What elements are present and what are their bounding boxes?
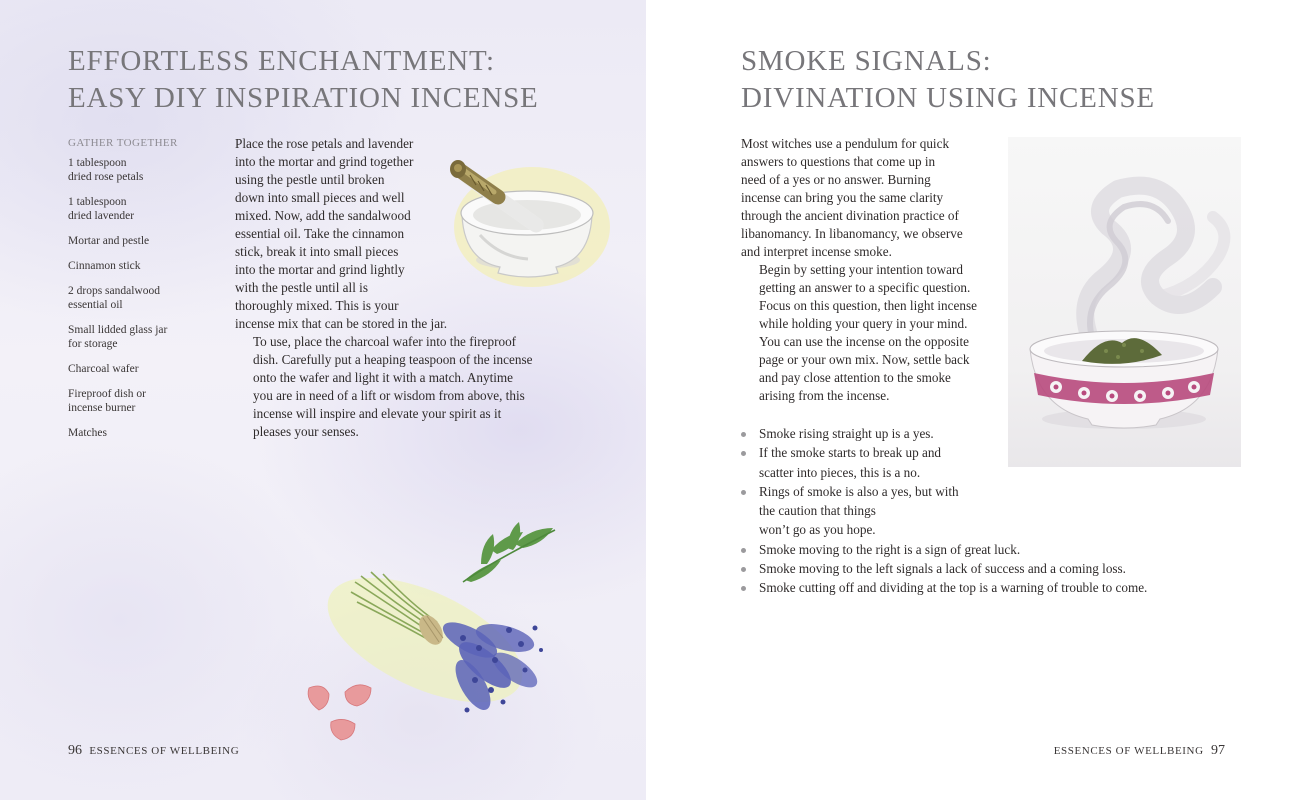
ingredient-item xyxy=(68,362,218,376)
text-line: arising from the incense. xyxy=(759,388,890,403)
text-line: onto the wafer and light it with a match. Anytime xyxy=(253,370,514,385)
text-line: and interpret incense smoke. xyxy=(741,244,892,259)
paragraph xyxy=(741,135,1001,261)
text-line: Cinnamon stick xyxy=(68,260,141,272)
text-line: into the mortar and grind together xyxy=(235,154,414,169)
smoke-sign-item xyxy=(741,443,1147,482)
left-title-line-1: EFFORTLESS ENCHANTMENT: xyxy=(68,45,495,77)
right-page-number: 97 xyxy=(1211,743,1225,758)
incense-bowl-smoke-illustration xyxy=(1008,137,1241,467)
text-line: pleases your senses. xyxy=(253,424,359,439)
text-line: Focus on this question, then light incense xyxy=(759,298,977,313)
text-line: Rings of smoke is also a yes, but with xyxy=(759,483,959,499)
text-line: 1 tablespoon xyxy=(68,157,127,169)
text-line: Charcoal wafer xyxy=(68,363,139,375)
text-line: Most witches use a pendulum for quick xyxy=(741,136,950,151)
text-line: through the ancient divination practice of xyxy=(741,208,959,223)
text-line: dish. Carefully put a heaping teaspoon of the incense xyxy=(253,352,533,367)
left-page-number: 96 xyxy=(68,743,82,758)
text-line: stick, break it into small pieces xyxy=(235,244,399,259)
text-line: page or your own mix. Now, settle back xyxy=(759,352,970,367)
ingredient-item xyxy=(68,234,218,248)
right-running-head: ESSENCES OF WELLBEING xyxy=(1053,745,1204,757)
text-line: Small lidded glass jar xyxy=(68,324,168,336)
text-line: 1 tablespoon xyxy=(68,196,127,208)
smoke-sign-item xyxy=(741,559,1147,578)
text-line: the caution that things xyxy=(759,503,876,519)
left-title-line-2: EASY DIY INSPIRATION INCENSE xyxy=(68,82,539,114)
ingredient-item xyxy=(68,323,218,351)
text-line: Mortar and pestle xyxy=(68,235,150,247)
left-running-head: ESSENCES OF WELLBEING xyxy=(89,745,240,757)
smoke-sign-item xyxy=(741,540,1147,559)
text-line: Fireproof dish or xyxy=(68,388,146,400)
ingredient-item xyxy=(68,195,218,223)
text-line: for storage xyxy=(68,338,118,350)
ingredient-item xyxy=(68,259,218,273)
text-line: 2 drops sandalwood xyxy=(68,285,160,297)
right-title-line-1: SMOKE SIGNALS: xyxy=(741,45,992,77)
left-folio xyxy=(68,743,239,759)
text-line: mixed. Now, add the sandalwood xyxy=(235,208,411,223)
text-line: Smoke rising straight up is a yes. xyxy=(759,426,934,441)
smoke-sign-item xyxy=(741,578,1147,597)
ingredient-item xyxy=(68,387,218,415)
right-folio xyxy=(1054,743,1225,759)
text-line: while holding your query in your mind. xyxy=(759,316,968,331)
text-line: essential oil xyxy=(68,299,123,311)
text-line: Matches xyxy=(68,427,107,439)
text-line: Begin by setting your intention toward xyxy=(759,262,964,277)
text-line: incense burner xyxy=(68,402,136,414)
paragraph xyxy=(741,261,1001,405)
smoke-signs-list xyxy=(741,424,1147,598)
text-line: thoroughly mixed. This is your xyxy=(235,298,399,313)
text-line: with the pestle until all is xyxy=(235,280,368,295)
smoke-sign-item xyxy=(741,482,1147,540)
ingredient-item xyxy=(68,284,218,312)
text-line: Smoke moving to the left signals a lack of success and a coming loss. xyxy=(759,561,1126,577)
ingredient-item xyxy=(68,426,218,440)
text-line: incense can bring you the same clarity xyxy=(741,190,944,205)
ingredient-list xyxy=(68,156,218,451)
text-line: dried rose petals xyxy=(68,171,144,183)
text-line: won’t go as you hope. xyxy=(759,522,876,538)
text-line: essential oil. Take the cinnamon xyxy=(235,226,405,241)
right-page xyxy=(646,0,1293,800)
divination-intro-text xyxy=(741,135,1001,405)
text-line: Smoke moving to the right is a sign of great luck. xyxy=(759,541,1021,557)
left-page-title xyxy=(68,43,539,117)
right-page-title xyxy=(741,43,1155,117)
right-title-line-2: DIVINATION USING INCENSE xyxy=(741,82,1155,114)
text-line: dried lavender xyxy=(68,210,135,222)
text-line: and pay close attention to the smoke xyxy=(759,370,951,385)
text-line: using the pestle until broken xyxy=(235,172,385,187)
paragraph xyxy=(235,333,565,441)
incense-bowl-panel xyxy=(1008,137,1241,467)
text-line: If the smoke starts to break up and xyxy=(759,445,942,461)
text-line: into the mortar and grind lightly xyxy=(235,262,405,277)
gather-together-heading: GATHER TOGETHER xyxy=(68,137,178,149)
text-line: answers to questions that come up in xyxy=(741,154,936,169)
smoke-sign-item xyxy=(741,424,1147,443)
text-line: libanomancy. In libanomancy, we observe xyxy=(741,226,963,241)
left-page xyxy=(0,0,646,800)
text-line: getting an answer to a specific question. xyxy=(759,280,971,295)
ingredient-item xyxy=(68,156,218,184)
text-line: You can use the incense on the opposite xyxy=(759,334,969,349)
mortar-and-pestle-illustration xyxy=(440,155,615,295)
text-line: Place the rose petals and lavender xyxy=(235,136,414,151)
text-line: you are in need of a lift or wisdom from above, this xyxy=(253,388,525,403)
lavender-bundle-rose-petals-illustration xyxy=(295,520,585,750)
text-line: down into small pieces and well xyxy=(235,190,405,205)
text-line: Smoke cutting off and dividing at the top is a warning of trouble to come. xyxy=(759,580,1148,596)
text-line: scatter into pieces, this is a no. xyxy=(759,464,921,480)
text-line: incense mix that can be stored in the jar. xyxy=(235,316,448,331)
text-line: incense will inspire and elevate your spirit as it xyxy=(253,406,502,421)
text-line: To use, place the charcoal wafer into the fireproof xyxy=(253,334,517,349)
text-line: need of a yes or no answer. Burning xyxy=(741,172,931,187)
